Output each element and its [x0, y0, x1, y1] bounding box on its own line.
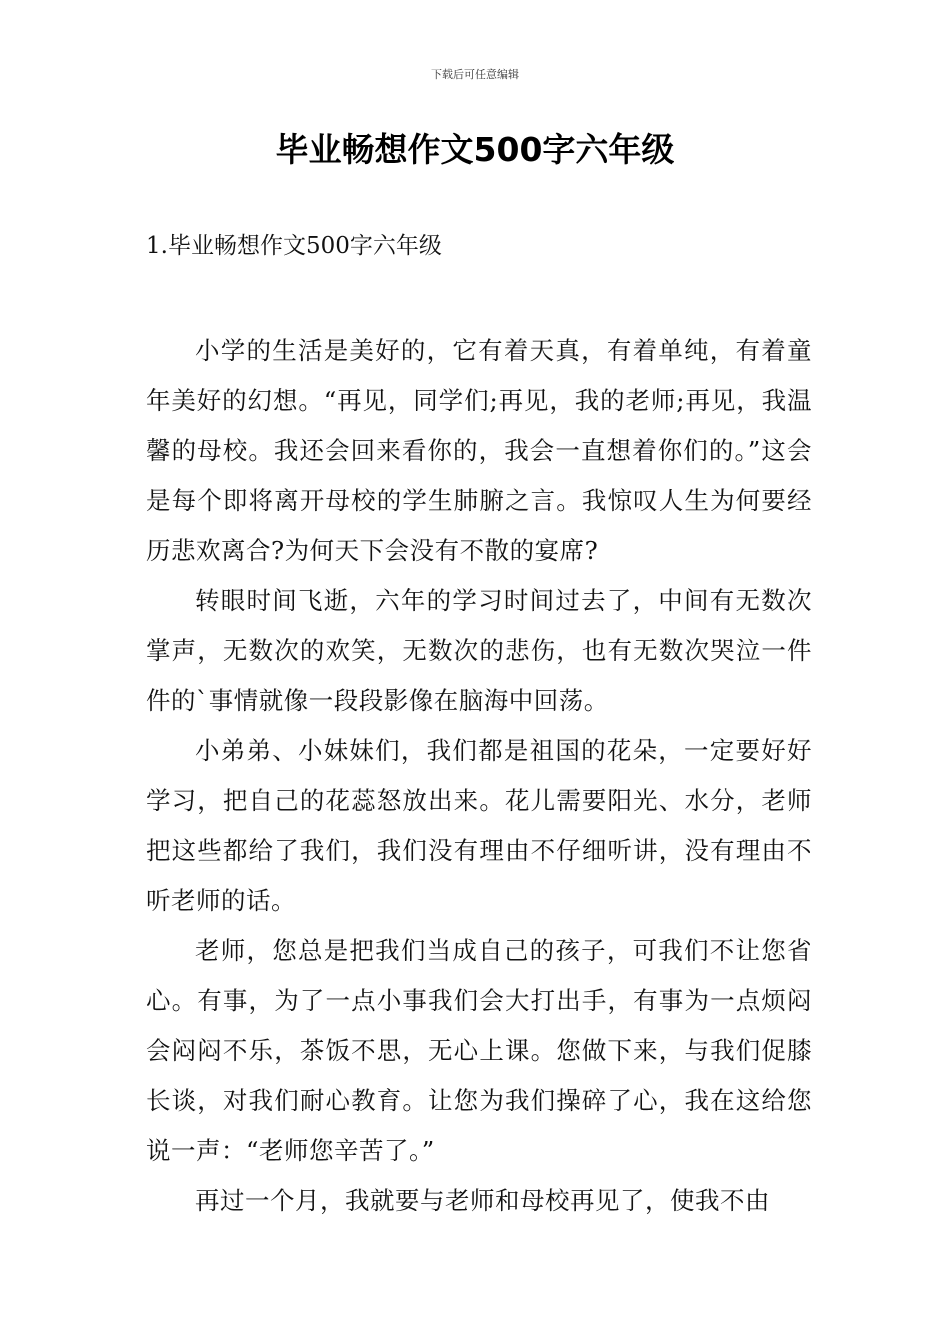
paragraph: 老师，您总是把我们当成自己的孩子，可我们不让您省心。有事，为了一点小事我们会大打出手，有事为一点烦闷会闷闷不乐，茶饭不思，无心上课。您做下来，与我们促膝长谈，对我们耐心教育。让您为我们操碎了心，我在这给您说一声：“老师您辛苦了。” [146, 936, 812, 1165]
document-body [146, 326, 812, 1226]
paragraph: 小学的生活是美好的，它有着天真，有着单纯，有着童年美好的幻想。“再见，同学们;再见，我的老师;再见，我温馨的母校。我还会回来看你的，我会一直想着你们的。”这会是每个即将离开母校的学生肺腑之言。我惊叹人生为何要经历悲欢离合?为何天下会没有不散的宴席? [146, 336, 812, 565]
document-title: 毕业畅想作文500字六年级 [275, 130, 675, 169]
section-heading: 1.毕业畅想作文500字六年级 [146, 233, 442, 259]
header-note: 下载后可任意编辑 [431, 68, 519, 81]
paragraph: 转眼时间飞逝，六年的学习时间过去了，中间有无数次掌声，无数次的欢笑，无数次的悲伤，也有无数次哭泣一件件的`事情就像一段段影像在脑海中回荡。 [146, 586, 812, 715]
paragraph: 再过一个月，我就要与老师和母校再见了，使我不由 [195, 1186, 770, 1215]
paragraph: 小弟弟、小妹妹们，我们都是祖国的花朵，一定要好好学习，把自己的花蕊怒放出来。花儿需要阳光、水分，老师把这些都给了我们，我们没有理由不仔细听讲，没有理由不听老师的话。 [146, 736, 812, 915]
